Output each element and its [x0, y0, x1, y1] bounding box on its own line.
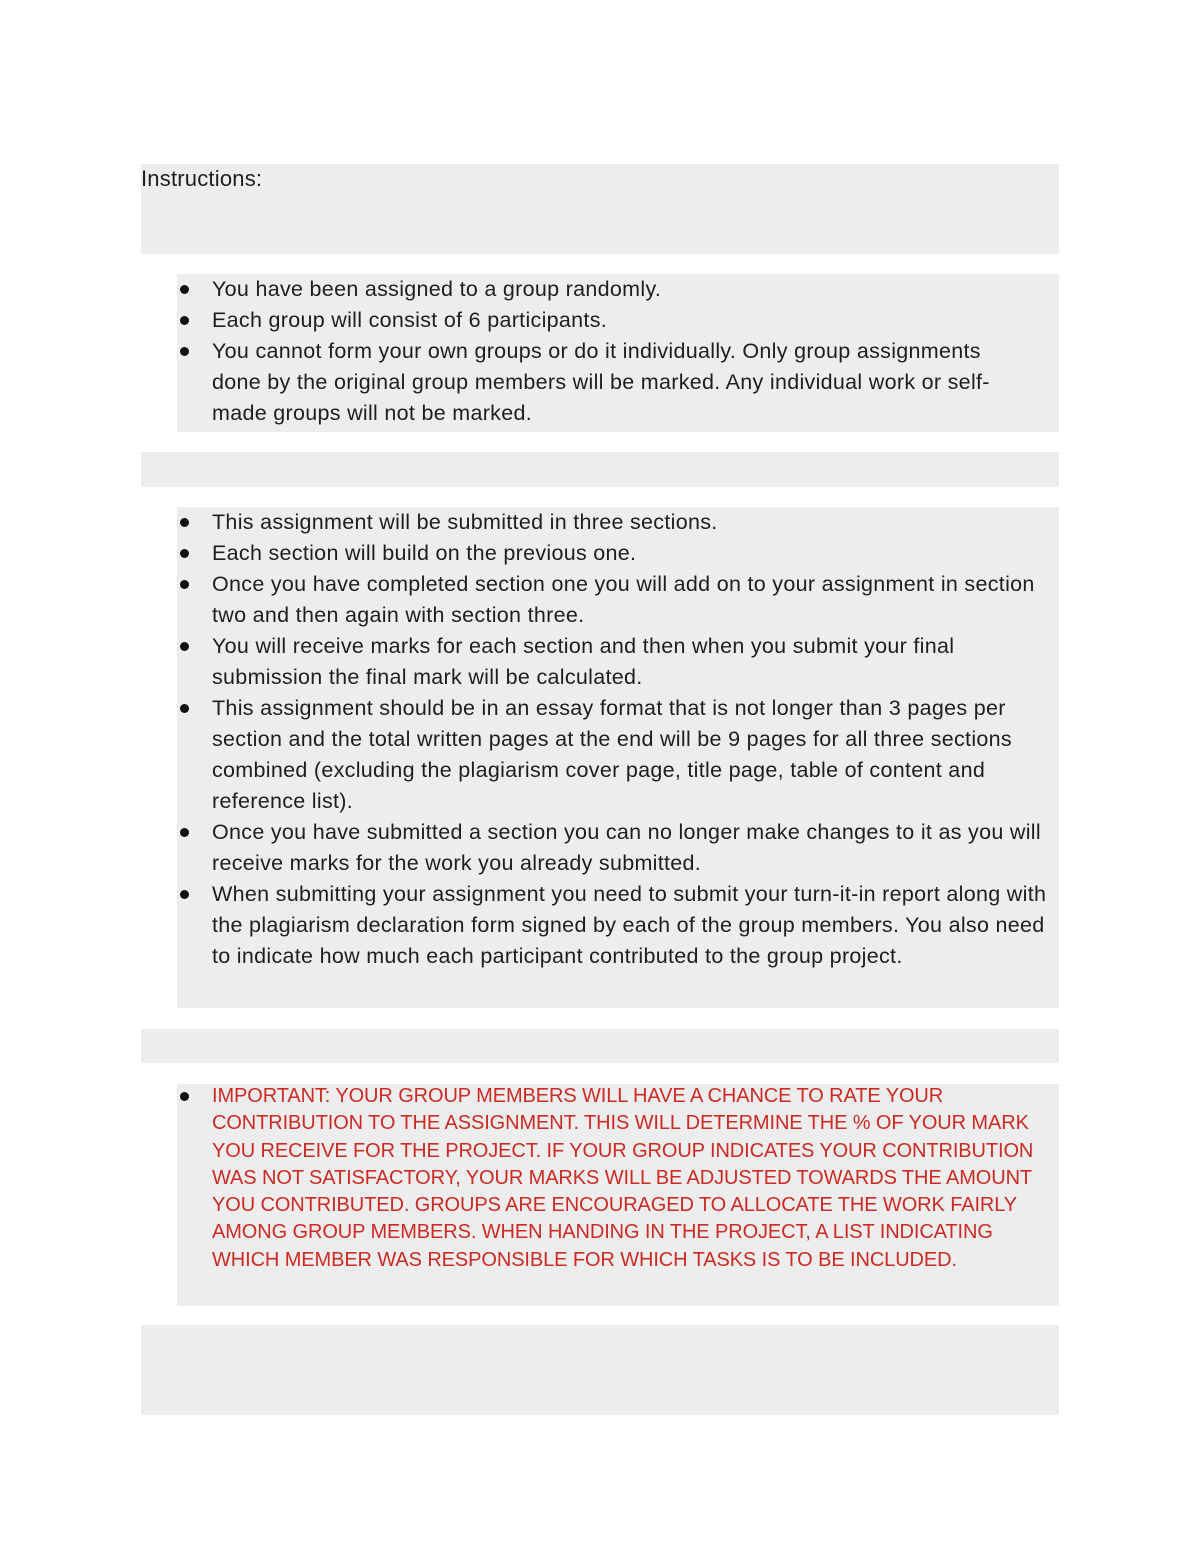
list-item-text: Once you have completed section one you will add on to your assignment in section two and then again with section three. [212, 572, 1035, 627]
bullet-icon [180, 518, 189, 527]
important-note-list [177, 1083, 1037, 1274]
list-item-text: You will receive marks for each section and then when you submit your final submission the final mark will be calculated. [212, 634, 955, 689]
list-item [177, 631, 1059, 693]
list-item-text: This assignment should be in an essay format that is not longer than 3 pages per section and the total written pages at the end will be 9 pages for all three sections combined (excluding the plagiarism cover page, title page, table of content and reference list). [212, 696, 1012, 813]
list-item [177, 274, 1027, 305]
list-item-text: When submitting your assignment you need to submit your turn-it-in report along with the plagiarism declaration form signed by each of the group members. You also need to indicate how much each participant contributed to the group project. [212, 882, 1047, 968]
spacer-block-1 [141, 452, 1059, 487]
list-item-text: Each section will build on the previous one. [212, 541, 637, 565]
list-item-text: You cannot form your own groups or do it individually. Only group assignments done by the original group members will be marked. Any individual work or self-made groups will not be marked. [212, 339, 990, 425]
bullet-icon [180, 828, 189, 837]
list-item-text: This assignment will be submitted in three sections. [212, 510, 718, 534]
list-item [177, 569, 1059, 631]
spacer-block-2 [141, 1029, 1059, 1063]
instructions-block [141, 164, 1059, 254]
submission-rules-list [177, 507, 1059, 972]
bullet-icon [180, 580, 189, 589]
bullet-icon [180, 549, 189, 558]
bullet-icon [180, 704, 189, 713]
important-note-text: IMPORTANT: YOUR GROUP MEMBERS WILL HAVE A CHANCE TO RATE YOUR CONTRIBUTION TO THE ASSIGNMENT. THIS WILL DETERMINE THE % OF YOUR MARK YOU RECEIVE FOR THE PROJECT. IF YOUR GROUP INDICATES YOUR CONTRIBUTION WAS NOT SATISFACTORY, YOUR MARKS WILL BE ADJUSTED TOWARDS THE AMOUNT YOU CONTRIBUTED. GROUPS ARE ENCOURAGED TO ALLOCATE THE WORK FAIRLY AMONG GROUP MEMBERS. WHEN HANDING IN THE PROJECT, A LIST INDICATING WHICH MEMBER WAS RESPONSIBLE FOR WHICH TASKS IS TO BE INCLUDED. [212, 1085, 1034, 1271]
list-item-text: Each group will consist of 6 participants. [212, 308, 608, 332]
page-heading: Instructions: [141, 166, 263, 191]
important-note [177, 1083, 1037, 1274]
bullet-icon [180, 347, 189, 356]
list-item [177, 879, 1059, 972]
bullet-icon [180, 642, 189, 651]
list-item-text: You have been assigned to a group randomly. [212, 277, 662, 301]
bullet-icon [180, 890, 189, 899]
list-item [177, 336, 1027, 429]
list-item-text: Once you have submitted a section you can no longer make changes to it as you will receive marks for the work you already submitted. [212, 820, 1041, 875]
group-rules-list [177, 274, 1027, 429]
list-item [177, 693, 1059, 817]
list-item [177, 538, 1059, 569]
bullet-icon [180, 285, 189, 294]
spacer-block-3 [141, 1325, 1059, 1415]
list-item [177, 305, 1027, 336]
bullet-icon [180, 316, 189, 325]
list-item [177, 817, 1059, 879]
bullet-icon [180, 1092, 189, 1101]
list-item [177, 507, 1059, 538]
